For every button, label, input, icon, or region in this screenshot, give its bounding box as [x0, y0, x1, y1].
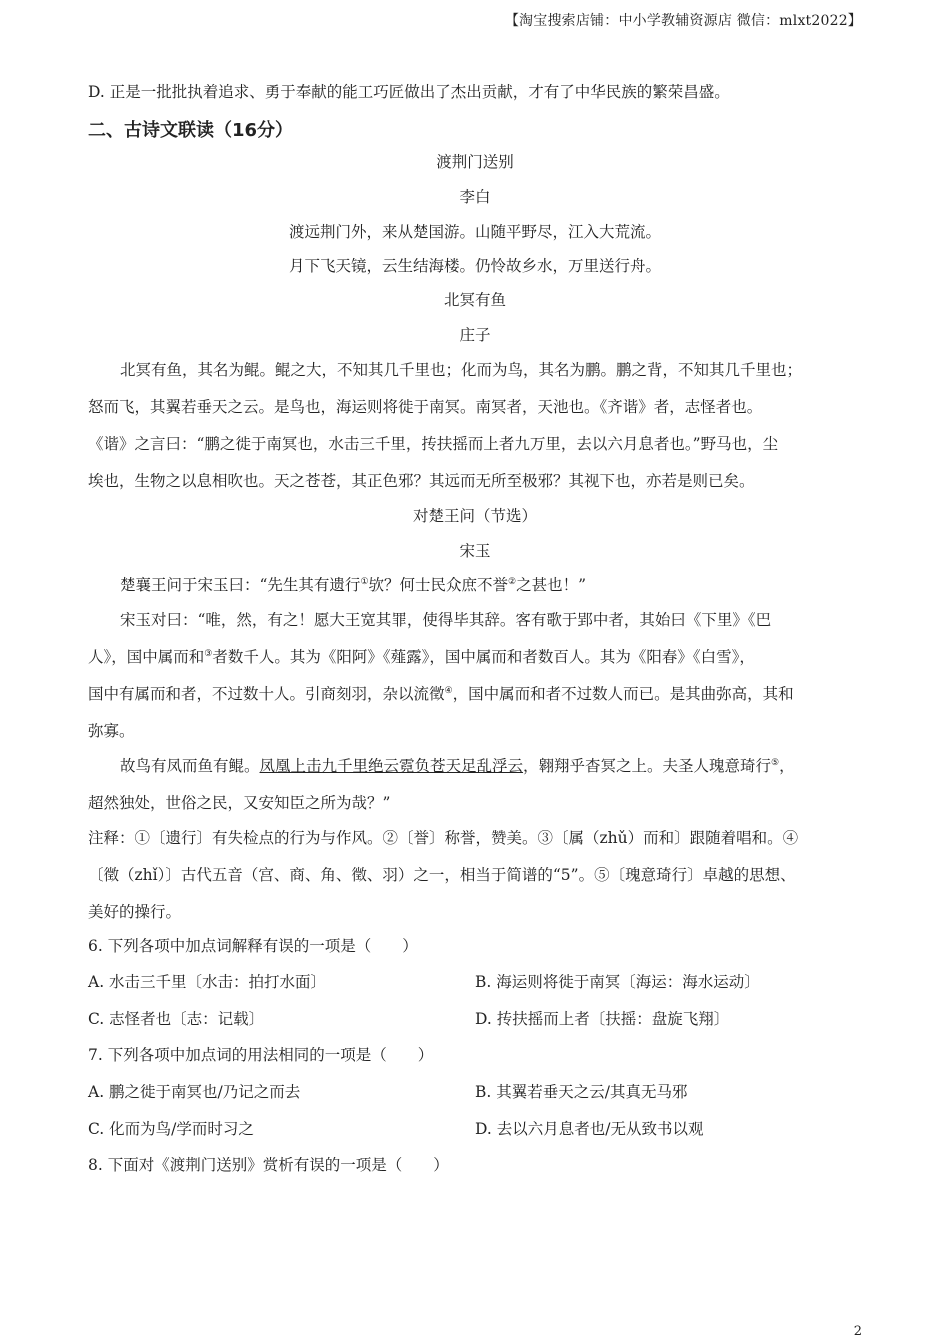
text3-p1-text: 之甚也！” — [516, 576, 587, 594]
page-header-watermark: 【淘宝搜索店铺：中小学教辅资源店 微信：mlxt2022】 — [504, 13, 862, 29]
poem1-title: 渡荆门送别 — [436, 153, 514, 171]
question-7-option-a: A. 鹏之徙于南冥也/乃记之而去 — [88, 1083, 301, 1101]
text3-p3-text: ， — [779, 757, 795, 775]
previous-question-option-d: D. 正是一批批执着追求、勇于奉献的能工巧匠做出了杰出贡献，才有了中华民族的繁荣昌盛。 — [88, 83, 730, 101]
underlined-sentence: 凤凰上击九千里绝云霓负苍天足乱浮云 — [259, 757, 524, 775]
footnote-marker: ⑤ — [771, 757, 780, 768]
question-7-option-c: C. 化而为鸟/学而时习之 — [88, 1120, 254, 1138]
footnote-marker: ③ — [204, 648, 213, 659]
text3-p3-text: ，翱翔乎杳冥之上。夫圣人瑰意琦行 — [523, 757, 772, 775]
question-7-option-d: D. 去以六月息者也/无从致书以观 — [475, 1120, 704, 1138]
text3-paragraph3-line — [88, 756, 862, 776]
footnote-marker: ④ — [444, 685, 453, 696]
text2-line: 《谐》之言曰：“鹏之徙于南冥也，水击三千里，抟扶摇而上者九万里，去以六月息者也。”野马也，尘 — [88, 435, 779, 453]
notes-line: 注释：①〔遗行〕有失检点的行为与作风。②〔誉〕称誉，赞美。③〔属（zhǔ）而和〕跟随着唱和。④ — [88, 829, 799, 847]
text3-paragraph2-line: 宋玉对曰：“唯，然，有之！愿大王宽其罪，使得毕其辞。客有歌于郢中者，其始曰《下里》《巴 — [120, 611, 772, 629]
text3-p1-text: 楚襄王问于宋玉曰：“先生其有遗行 — [120, 576, 361, 594]
text3-author: 宋玉 — [459, 542, 491, 560]
notes-line: 美好的操行。 — [88, 903, 182, 921]
question-6-option-b: B. 海运则将徙于南冥〔海运：海水运动〕 — [475, 973, 760, 991]
question-6-option-a: A. 水击三千里〔水击：拍打水面〕 — [88, 973, 327, 991]
text3-paragraph1 — [88, 575, 862, 595]
poem1-line: 月下飞天镜，云生结海楼。仍怜故乡水，万里送行舟。 — [288, 257, 661, 275]
question-7-stem: 7. 下列各项中加点词的用法相同的一项是（ ） — [88, 1046, 434, 1064]
text3-title: 对楚王问（节选） — [412, 507, 537, 525]
page-number: 2 — [853, 1324, 862, 1339]
text2-line: 埃也，生物之以息相吹也。天之苍苍，其正色邪？其远而无所至极邪？其视下也，亦若是则已矣。 — [88, 472, 755, 490]
question-6-stem: 6. 下列各项中加点词解释有误的一项是（ ） — [88, 937, 418, 955]
text2-line: 北冥有鱼，其名为鲲。鲲之大，不知其几千里也；化而为鸟，其名为鹏。鹏之背，不知其几千里也； — [120, 361, 803, 379]
text3-p2-text: 国中有属而和者，不过数十人。引商刻羽，杂以流徵 — [88, 685, 445, 703]
text3-p2-text: 人》，国中属而和 — [88, 648, 205, 666]
question-8-stem: 8. 下面对《渡荆门送别》赏析有误的一项是（ ） — [88, 1156, 449, 1174]
text2-author: 庄子 — [459, 326, 491, 344]
text2-line: 怒而飞，其翼若垂天之云。是鸟也，海运则将徙于南冥。南冥者，天池也。《齐谐》者，志怪者也。 — [88, 398, 763, 416]
text2-title: 北冥有鱼 — [443, 291, 506, 309]
footnote-marker: ① — [360, 576, 369, 587]
question-6-option-c: C. 志怪者也〔志：记载〕 — [88, 1010, 265, 1028]
notes-line: 〔徵（zhǐ）〕古代五音（宫、商、角、徵、羽）之一，相当于简谱的“5”。⑤〔瑰意琦行〕卓越的思想、 — [88, 866, 796, 884]
text3-paragraph2-line — [88, 684, 862, 704]
poem1-line: 渡远荆门外，来从楚国游。山随平野尽，江入大荒流。 — [288, 223, 661, 241]
poem1-author: 李白 — [459, 188, 491, 206]
question-6-option-d: D. 抟扶摇而上者〔扶摇：盘旋飞翔〕 — [475, 1010, 730, 1028]
text3-p3-text: 故鸟有凤而鱼有鲲。 — [120, 757, 260, 775]
text3-paragraph2-line: 弥寡。 — [88, 722, 135, 740]
footnote-marker: ② — [508, 576, 517, 587]
text3-paragraph3-line: 超然独处，世俗之民，又安知臣之所为哉？” — [88, 794, 391, 812]
text3-p2-text: ，国中属而和者不过数人而已。是其曲弥高，其和 — [452, 685, 794, 703]
question-7-option-b: B. 其翼若垂天之云/其真无马邪 — [475, 1083, 688, 1101]
section-title: 二、古诗文联读（16分） — [88, 120, 294, 141]
text3-p2-text: 者数千人。其为《阳阿》《薤露》，国中属而和者数百人。其为《阳春》《白雪》， — [212, 648, 755, 666]
text3-p1-text: 欤？何士民众庶不誉 — [368, 576, 509, 594]
text3-paragraph2-line — [88, 647, 862, 667]
